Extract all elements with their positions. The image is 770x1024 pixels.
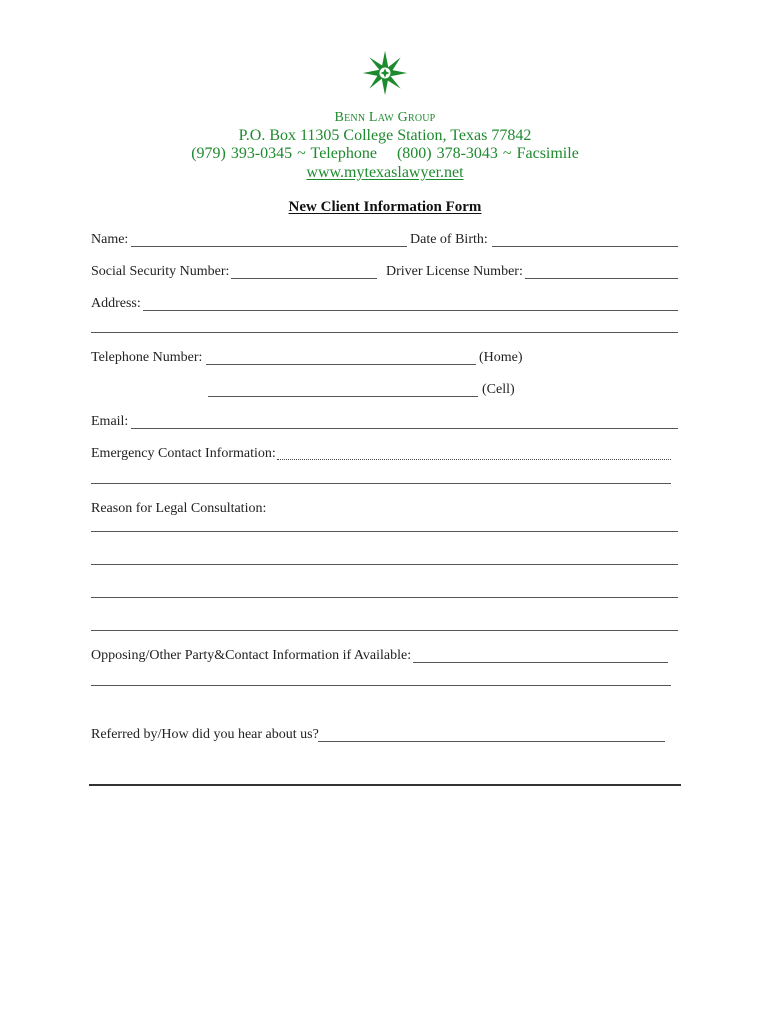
name-label: Name: xyxy=(91,232,129,247)
firm-name: Benn Law Group xyxy=(334,110,436,125)
name-field[interactable] xyxy=(131,246,407,247)
address-label: Address: xyxy=(91,296,141,311)
referred-by-field[interactable] xyxy=(318,741,665,742)
firm-website-link[interactable]: www.mytexaslawyer.net xyxy=(306,164,464,181)
reason-field-line-3[interactable] xyxy=(91,597,678,598)
form-title-text: New Client Information Form xyxy=(288,199,482,215)
email-label: Email: xyxy=(91,414,129,429)
dob-label: Date of Birth: xyxy=(410,232,488,247)
reason-field-line-4[interactable] xyxy=(91,630,678,631)
emergency-contact-field-line-1[interactable] xyxy=(277,459,671,460)
reason-field-line-2[interactable] xyxy=(91,564,678,565)
address-field-line-1[interactable] xyxy=(143,310,678,311)
ssn-label: Social Security Number: xyxy=(91,264,230,279)
emergency-contact-field-line-2[interactable] xyxy=(91,483,671,484)
phone-label: Telephone Number: xyxy=(91,350,203,365)
referred-by-label: Referred by/How did you hear about us? xyxy=(91,727,319,742)
reason-field-line-1[interactable] xyxy=(91,531,678,532)
emergency-contact-label: Emergency Contact Information: xyxy=(91,446,276,461)
dl-field[interactable] xyxy=(525,278,678,279)
opposing-party-label: Opposing/Other Party&Contact Information if Available: xyxy=(91,648,412,663)
home-label: (Home) xyxy=(479,350,523,365)
bottom-divider xyxy=(89,784,681,786)
dob-field[interactable] xyxy=(492,246,678,247)
firm-phone-fax: (979) 393-0345 ~ Telephone (800) 378-3043 ~ Facsimile xyxy=(191,145,579,162)
ssn-field[interactable] xyxy=(231,278,377,279)
home-phone-field[interactable] xyxy=(206,364,476,365)
email-field[interactable] xyxy=(131,428,678,429)
cell-label: (Cell) xyxy=(482,382,515,397)
star-logo-icon xyxy=(362,50,408,96)
reason-label: Reason for Legal Consultation: xyxy=(91,501,267,516)
dl-label: Driver License Number: xyxy=(386,264,523,279)
address-field-line-2[interactable] xyxy=(91,332,678,333)
cell-phone-field[interactable] xyxy=(208,396,478,397)
opposing-party-field-line-1[interactable] xyxy=(413,662,668,663)
form-title xyxy=(0,199,770,216)
opposing-party-field-line-2[interactable] xyxy=(91,685,671,686)
firm-address: P.O. Box 11305 College Station, Texas 77842 xyxy=(238,127,532,144)
